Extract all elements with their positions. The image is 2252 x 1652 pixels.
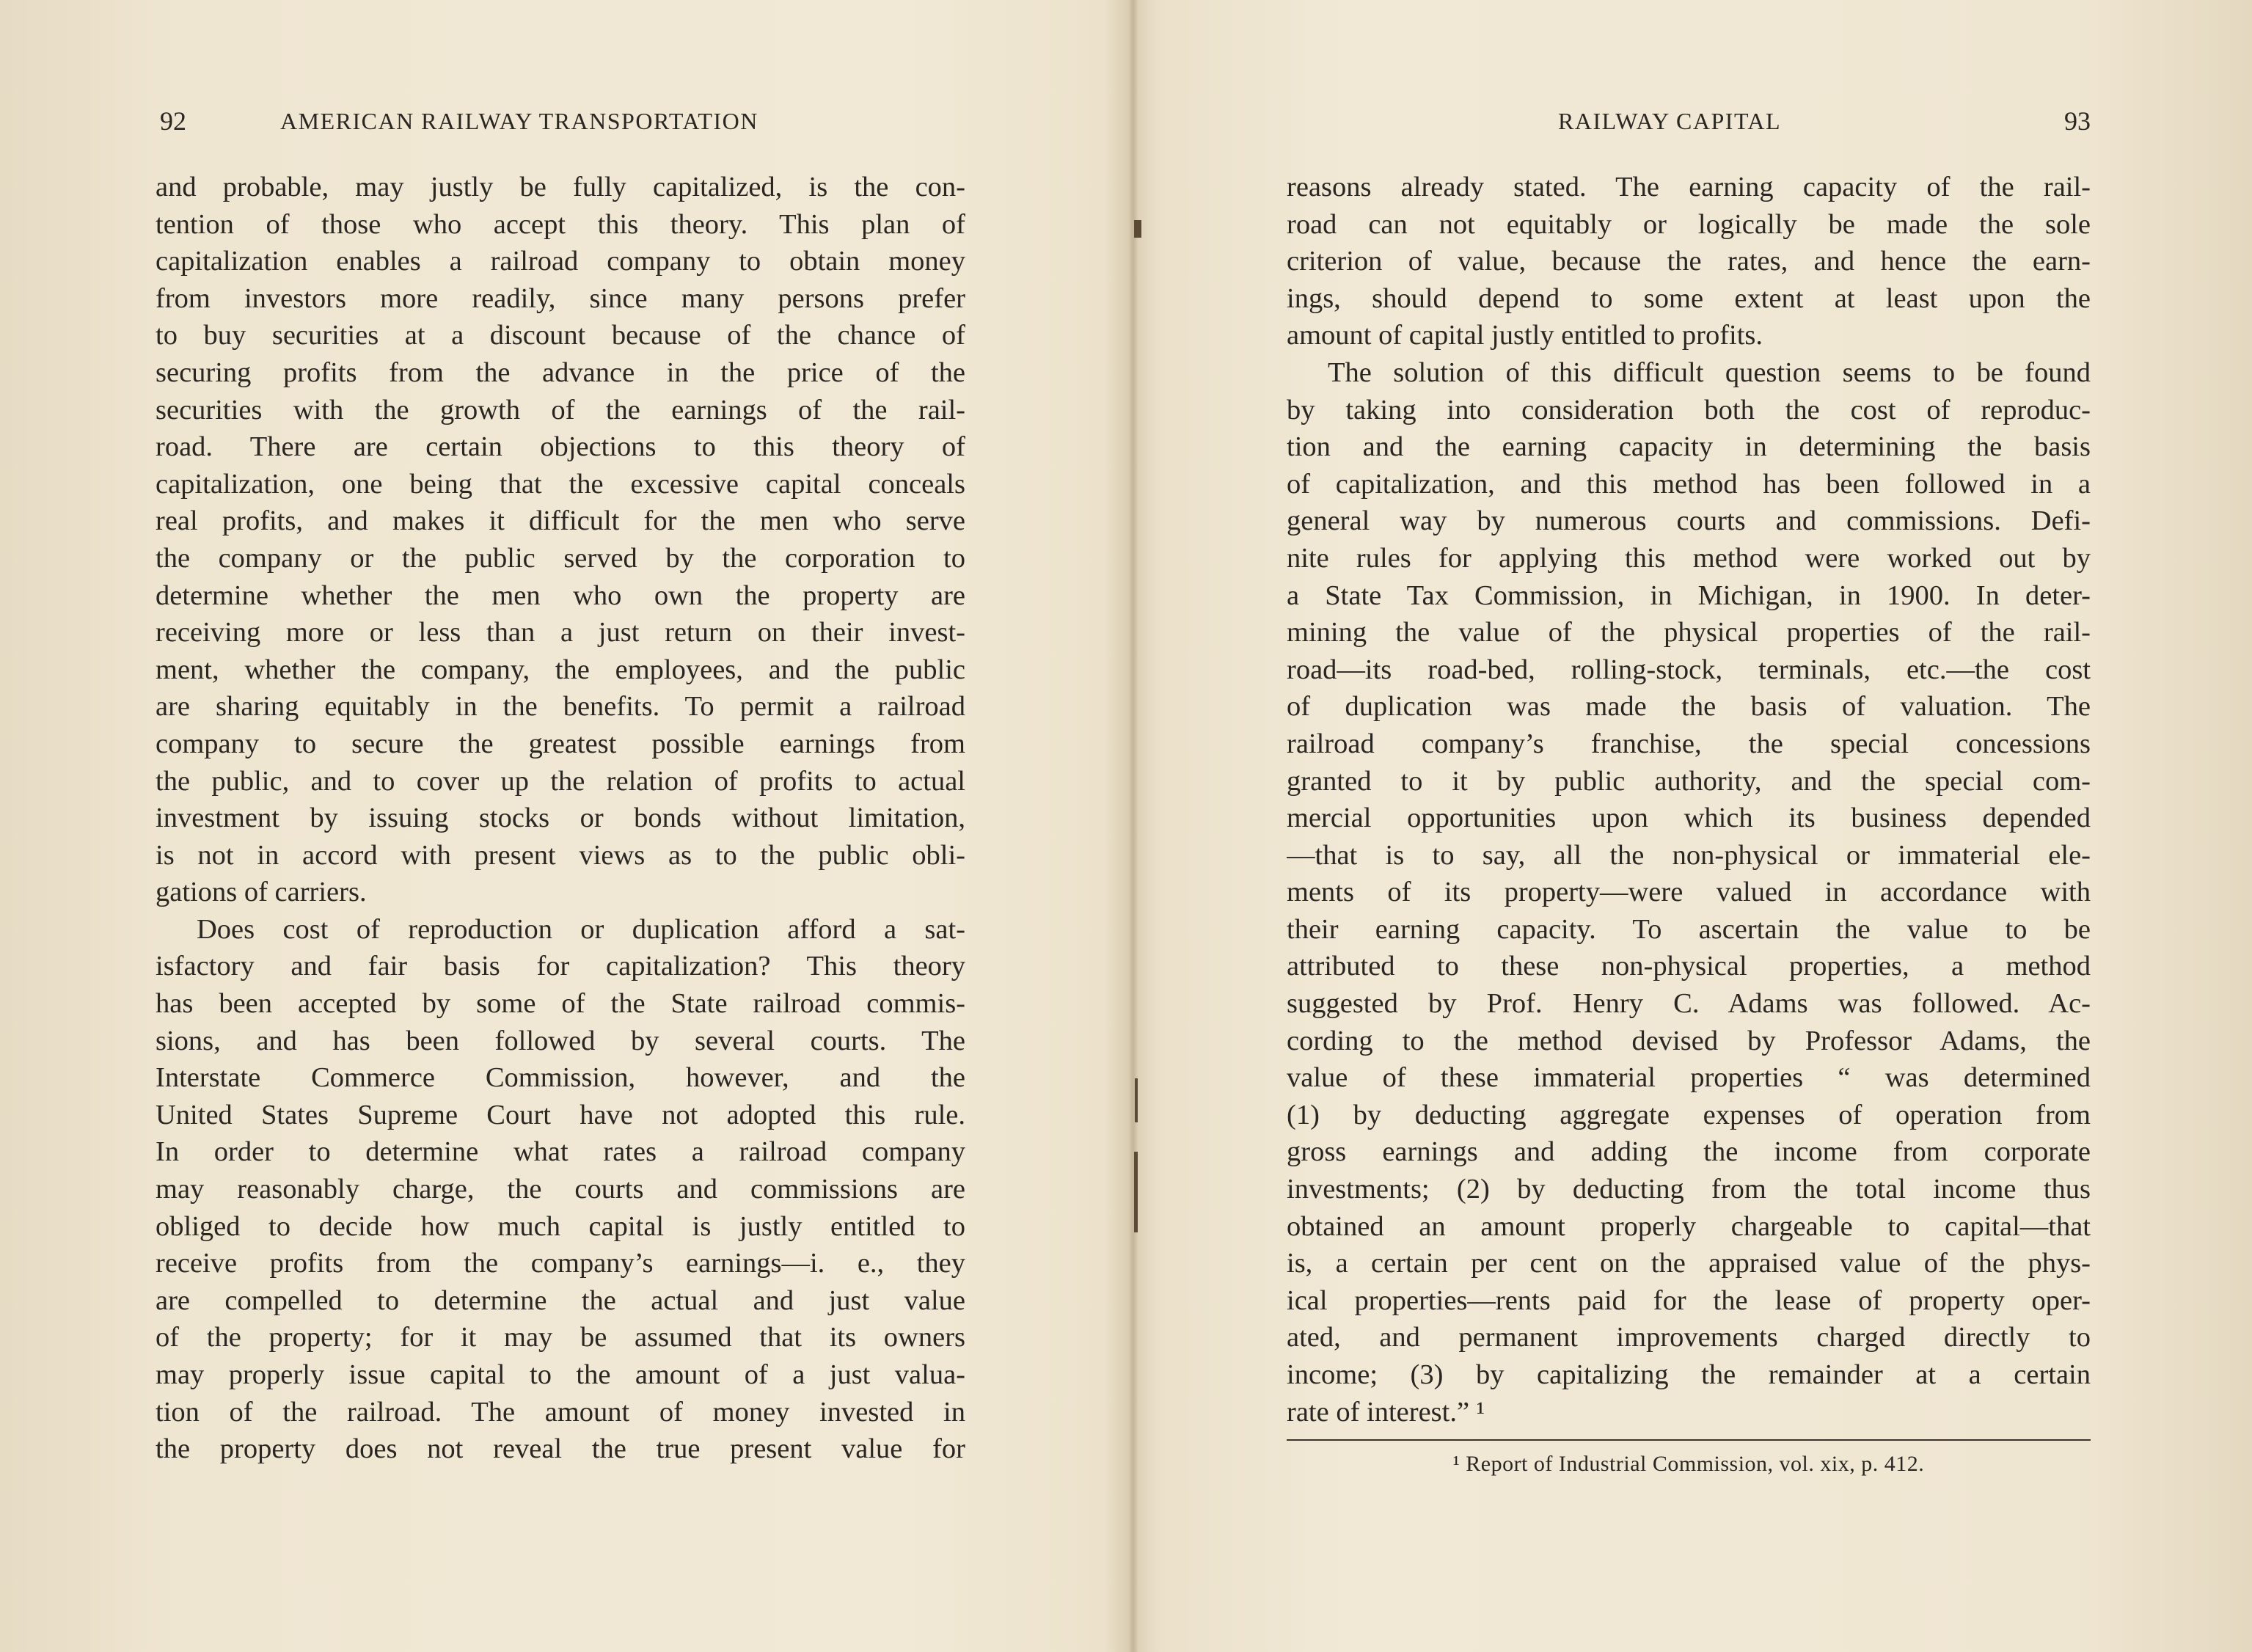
text-line: may properly issue capital to the amount of a just valua- <box>156 1359 965 1390</box>
text-line: obtained an amount properly chargeable to capital—that <box>1287 1210 2091 1242</box>
text-line: mercial opportunities upon which its business depended <box>1287 803 2091 834</box>
text-line: (1) by deducting aggregate expenses of operation from <box>1287 1099 2091 1130</box>
left-page <box>156 0 965 1652</box>
text-line: gross earnings and adding the income from corporate <box>1287 1136 2091 1168</box>
text-line: —that is to say, all the non-physical or immaterial ele- <box>1287 839 2091 871</box>
text-line: from investors more readily, since many persons prefer <box>156 282 965 314</box>
text-line: railroad company’s franchise, the special concessions <box>1287 728 2091 759</box>
text-line: of duplication was made the basis of valuation. The <box>1287 691 2091 723</box>
footnote: ¹ Report of Industrial Commission, vol. xix, p. 412. <box>1452 1452 1925 1476</box>
text-line: tion of the railroad. The amount of money invested in <box>156 1396 965 1428</box>
text-line: obliged to decide how much capital is justly entitled to <box>156 1210 965 1242</box>
text-line: their earning capacity. To ascertain the value to be <box>1287 913 2091 945</box>
text-line: company to secure the greatest possible earnings from <box>156 728 965 759</box>
text-line: Does cost of reproduction or duplication afford a sat- <box>197 913 965 945</box>
text-line: gations of carriers. <box>156 877 367 908</box>
text-line: isfactory and fair basis for capitalization? This theory <box>156 951 965 982</box>
text-line: the public, and to cover up the relation of profits to actual <box>156 765 965 797</box>
text-line: reasons already stated. The earning capacity of the rail- <box>1287 172 2091 202</box>
text-line: mining the value of the physical properties of the rail- <box>1287 617 2091 648</box>
text-line: capitalization enables a railroad company to obtain money <box>156 246 965 277</box>
text-line: suggested by Prof. Henry C. Adams was followed. Ac- <box>1287 988 2091 1020</box>
text-line: determine whether the men who own the property are <box>156 580 965 611</box>
right-body-text <box>1287 169 2091 1430</box>
text-line: are sharing equitably in the benefits. To permit a railroad <box>156 691 965 723</box>
gutter-mark-top <box>1134 220 1141 238</box>
gutter-mark-lower <box>1134 1152 1138 1232</box>
text-line: road—its road-bed, rolling-stock, terminals, etc.—the cost <box>1287 654 2091 685</box>
text-line: amount of capital justly entitled to profits. <box>1287 320 1763 351</box>
text-line: criterion of value, because the rates, and hence the earn- <box>1287 246 2091 277</box>
text-line: ings, should depend to some extent at least upon the <box>1287 282 2091 314</box>
right-running-head <box>1287 103 2091 139</box>
left-running-head <box>156 103 965 139</box>
text-line: rate of interest.” ¹ <box>1287 1396 1485 1428</box>
text-line: road. There are certain objections to this theory of <box>156 431 965 463</box>
text-line: by taking into consideration both the cost of reproduc- <box>1287 394 2091 425</box>
text-line: general way by numerous courts and commissions. Defi- <box>1287 505 2091 537</box>
text-line: is not in accord with present views as to the public obli- <box>156 839 965 871</box>
text-line: ated, and permanent improvements charged directly to <box>1287 1322 2091 1353</box>
text-line: The solution of this difficult question seems to be found <box>1328 357 2091 388</box>
text-line: the property does not reveal the true present value for <box>156 1433 965 1465</box>
left-running-title: AMERICAN RAILWAY TRANSPORTATION <box>280 108 758 134</box>
text-line: sions, and has been followed by several courts. The <box>156 1025 965 1056</box>
text-line: real profits, and makes it difficult for the men who serve <box>156 505 965 537</box>
text-line: may reasonably charge, the courts and commissions are <box>156 1174 965 1205</box>
text-line: and probable, may justly be fully capitalized, is the con- <box>156 172 965 202</box>
left-page-number: 92 <box>160 106 186 136</box>
text-line: ments of its property—were valued in accordance with <box>1287 877 2091 908</box>
text-line: road can not equitably or logically be made the sole <box>1287 208 2091 240</box>
text-line: granted to it by public authority, and the special com- <box>1287 765 2091 797</box>
text-line: ment, whether the company, the employees, and the public <box>156 654 965 685</box>
text-line: tention of those who accept this theory. This plan of <box>156 208 965 240</box>
text-line: Interstate Commerce Commission, however, and the <box>156 1062 965 1094</box>
text-line: a State Tax Commission, in Michigan, in 1900. In deter- <box>1287 580 2091 611</box>
text-line: receive profits from the company’s earnings—i. e., they <box>156 1248 965 1279</box>
text-line: the company or the public served by the corporation to <box>156 542 965 574</box>
left-body-text <box>156 169 965 1468</box>
text-line: is, a certain per cent on the appraised value of the phys- <box>1287 1248 2091 1279</box>
right-running-title: RAILWAY CAPITAL <box>1558 108 1782 134</box>
text-line: receiving more or less than a just return on their invest- <box>156 617 965 648</box>
text-line: value of these immaterial properties “ was determined <box>1287 1062 2091 1094</box>
right-page-number: 93 <box>2064 106 2091 136</box>
text-line: investment by issuing stocks or bonds without limitation, <box>156 803 965 834</box>
text-line: investments; (2) by deducting from the total income thus <box>1287 1174 2091 1205</box>
text-line: nite rules for applying this method were worked out by <box>1287 542 2091 574</box>
text-line: of the property; for it may be assumed that its owners <box>156 1322 965 1353</box>
right-page <box>1287 0 2091 1652</box>
text-line: securities with the growth of the earnings of the rail- <box>156 394 965 425</box>
text-line: In order to determine what rates a railroad company <box>156 1136 965 1168</box>
text-line: to buy securities at a discount because of the chance of <box>156 320 965 351</box>
text-line: tion and the earning capacity in determining the basis <box>1287 431 2091 463</box>
text-line: of capitalization, and this method has been followed in a <box>1287 468 2091 500</box>
text-line: income; (3) by capitalizing the remainder at a certain <box>1287 1359 2091 1390</box>
text-line: attributed to these non-physical properties, a method <box>1287 951 2091 982</box>
text-line: cording to the method devised by Professor Adams, the <box>1287 1025 2091 1056</box>
gutter-mark-middle <box>1135 1078 1138 1122</box>
text-line: ical properties—rents paid for the lease of property oper- <box>1287 1284 2091 1316</box>
text-line: United States Supreme Court have not adopted this rule. <box>156 1099 965 1130</box>
text-line: has been accepted by some of the State railroad commis- <box>156 988 965 1020</box>
text-line: are compelled to determine the actual and just value <box>156 1284 965 1316</box>
text-line: capitalization, one being that the excessive capital conceals <box>156 468 965 500</box>
footnote-rule <box>1287 1439 2091 1441</box>
text-line: securing profits from the advance in the price of the <box>156 357 965 388</box>
book-gutter <box>1128 0 1138 1652</box>
